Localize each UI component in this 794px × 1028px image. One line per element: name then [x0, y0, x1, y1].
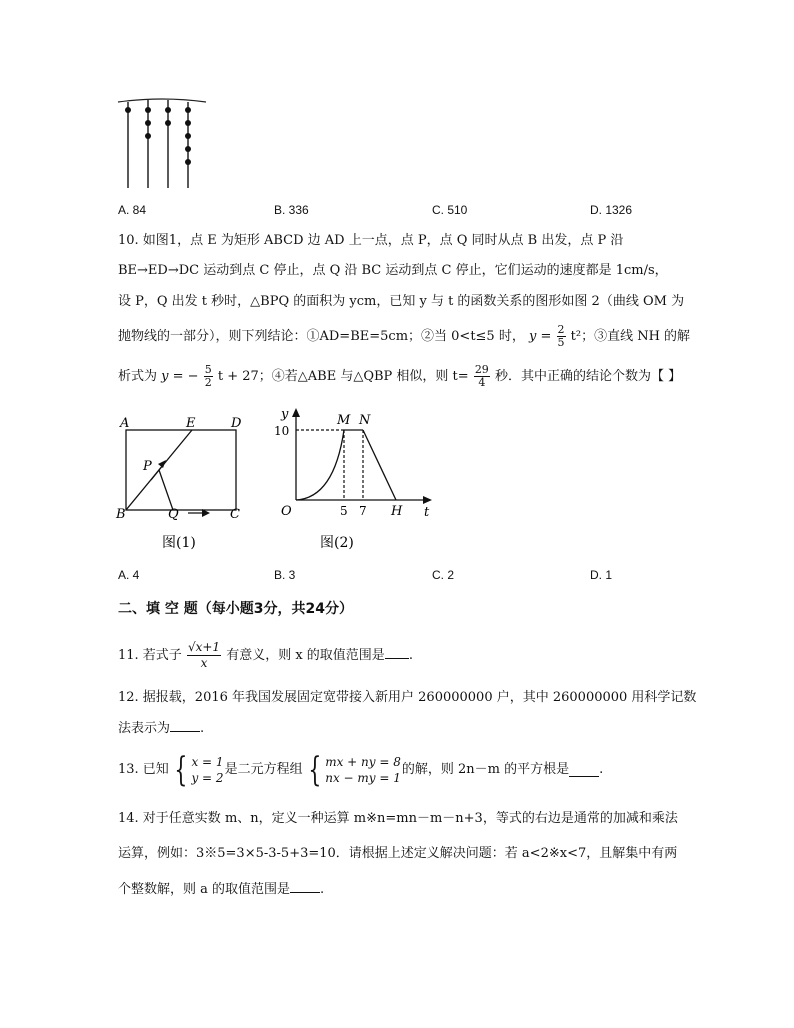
label-b: B [116, 507, 126, 522]
label-7: 7 [359, 504, 367, 518]
frac-num: 29 [474, 363, 489, 376]
frac-den: 4 [478, 376, 486, 389]
label-5: 5 [340, 504, 348, 518]
q10-l4a: 抛物线的一部分），则下列结论：①AD=BE=5cm；②当 0<t≤5 时， [118, 329, 525, 344]
q13-d: . [599, 762, 604, 777]
label-10: 10 [274, 424, 290, 438]
q14-l3a: 个整数解，则 a 的取值范围是 [118, 882, 291, 897]
sys2-row1: mx + ny = 8 [325, 755, 401, 769]
sys1-row2: y = 2 [191, 771, 224, 785]
q10-line-1: 10. 如图1，点 E 为矩形 ABCD 边 AD 上一点，点 P，点 Q 同时从点 B 出发，点 P 沿 [118, 233, 624, 248]
figure-1-rectangle [112, 410, 252, 555]
label-p: P [143, 459, 152, 474]
answer-blank[interactable] [385, 646, 409, 659]
q10-l4b: y = [528, 329, 552, 344]
q14-l3b: . [320, 882, 325, 897]
frac-den: x [200, 656, 208, 670]
label-h: H [391, 504, 403, 519]
frac-num: √x+1 [187, 640, 221, 654]
label-o: O [281, 504, 292, 519]
q10-line-2: BE→ED→DC 运动到点 C 停止，点 Q 沿 BC 运动到点 C 停止，它们运动的速度都是 1cm/s， [118, 263, 668, 278]
label-a: A [120, 416, 130, 431]
label-n: N [359, 413, 371, 428]
q11-b: 有意义，则 x 的取值范围是 [226, 648, 385, 663]
fraction-sqrt [187, 640, 221, 671]
abacus-figure [114, 96, 210, 192]
option-c[interactable]: C. 2 [432, 568, 455, 582]
brace-icon: { [174, 750, 188, 790]
q12-l2b: . [200, 721, 205, 736]
option-d[interactable]: D. 1326 [590, 203, 633, 217]
q13-a: 13. 已知 [118, 762, 169, 777]
q12-l2a: 法表示为 [118, 721, 171, 736]
label-y: y [281, 407, 289, 422]
q14-line-3 [118, 880, 324, 899]
q10-l5a: 析式为 [118, 369, 158, 384]
option-b[interactable]: B. 336 [274, 203, 309, 217]
q14-line-1: 14. 对于任意实数 m、n，定义一种运算 m※n=mn－m－n+3，等式的右边是通常的加减和乘法 [118, 811, 678, 826]
answer-blank[interactable] [569, 764, 599, 777]
q10-l5c: t + 27；④若△ABE 与△QBP 相似，则 t= [217, 369, 469, 384]
q13-b: 是二元方程组 [224, 762, 303, 777]
q11-c: . [408, 648, 413, 663]
figure-2-caption: 图(2) [320, 535, 354, 551]
frac-den: 5 [557, 336, 565, 349]
label-d: D [231, 416, 242, 431]
q10-line-4 [118, 324, 690, 349]
label-t: t [424, 505, 430, 520]
option-a[interactable]: A. 84 [118, 203, 147, 217]
figure-2-graph [266, 402, 446, 555]
system-1 [170, 750, 224, 790]
q12-line-2 [118, 719, 204, 738]
answer-blank[interactable] [170, 719, 200, 732]
label-q: Q [168, 507, 179, 522]
fraction-29-4 [474, 364, 490, 389]
figure-1-caption: 图(1) [162, 535, 196, 551]
frac-den: 2 [204, 376, 212, 389]
section-heading: 二、填 空 题（每小题3分，共24分） [118, 601, 353, 617]
q12-line-1: 12. 据报载，2016 年我国发展固定宽带接入新用户 260000000 户，其中 260000000 用科学记数 [118, 690, 697, 705]
answer-blank[interactable] [290, 880, 320, 893]
q14-line-2: 运算，例如：3※5=3×5-3-5+3=10．请根据上述定义解决问题：若 a<2※x<7，且解集中有两 [118, 846, 678, 861]
label-m: M [337, 413, 351, 428]
sys1-row1: x = 1 [191, 755, 224, 769]
brace-icon: { [307, 750, 321, 790]
q13-c: 的解，则 2n－m 的平方根是 [401, 762, 570, 777]
label-e: E [186, 416, 196, 431]
q11-line [118, 640, 413, 671]
fraction-2-5 [557, 324, 566, 349]
q11-a: 11. 若式子 [118, 648, 182, 663]
system-2 [304, 750, 401, 790]
sys2-row2: nx − my = 1 [325, 771, 401, 785]
label-c: C [230, 507, 240, 522]
q10-l4c: t²；③直线 NH 的解 [570, 329, 691, 344]
q13-line [118, 750, 603, 790]
option-c[interactable]: C. 510 [432, 203, 468, 217]
option-b[interactable]: B. 3 [274, 568, 296, 582]
option-d[interactable]: D. 1 [590, 568, 613, 582]
fraction-5-2 [204, 364, 213, 389]
q10-line-5 [118, 364, 681, 389]
frac-num: 2 [557, 323, 565, 336]
option-a[interactable]: A. 4 [118, 568, 140, 582]
q10-l5b: y = − [161, 369, 199, 384]
frac-num: 5 [204, 363, 212, 376]
q10-line-3: 设 P，Q 出发 t 秒时，△BPQ 的面积为 ycm，已知 y 与 t 的函数关系的图形如图 2（曲线 OM 为 [118, 294, 685, 309]
q10-l5d: 秒．其中正确的结论个数为【 】 [494, 369, 682, 384]
